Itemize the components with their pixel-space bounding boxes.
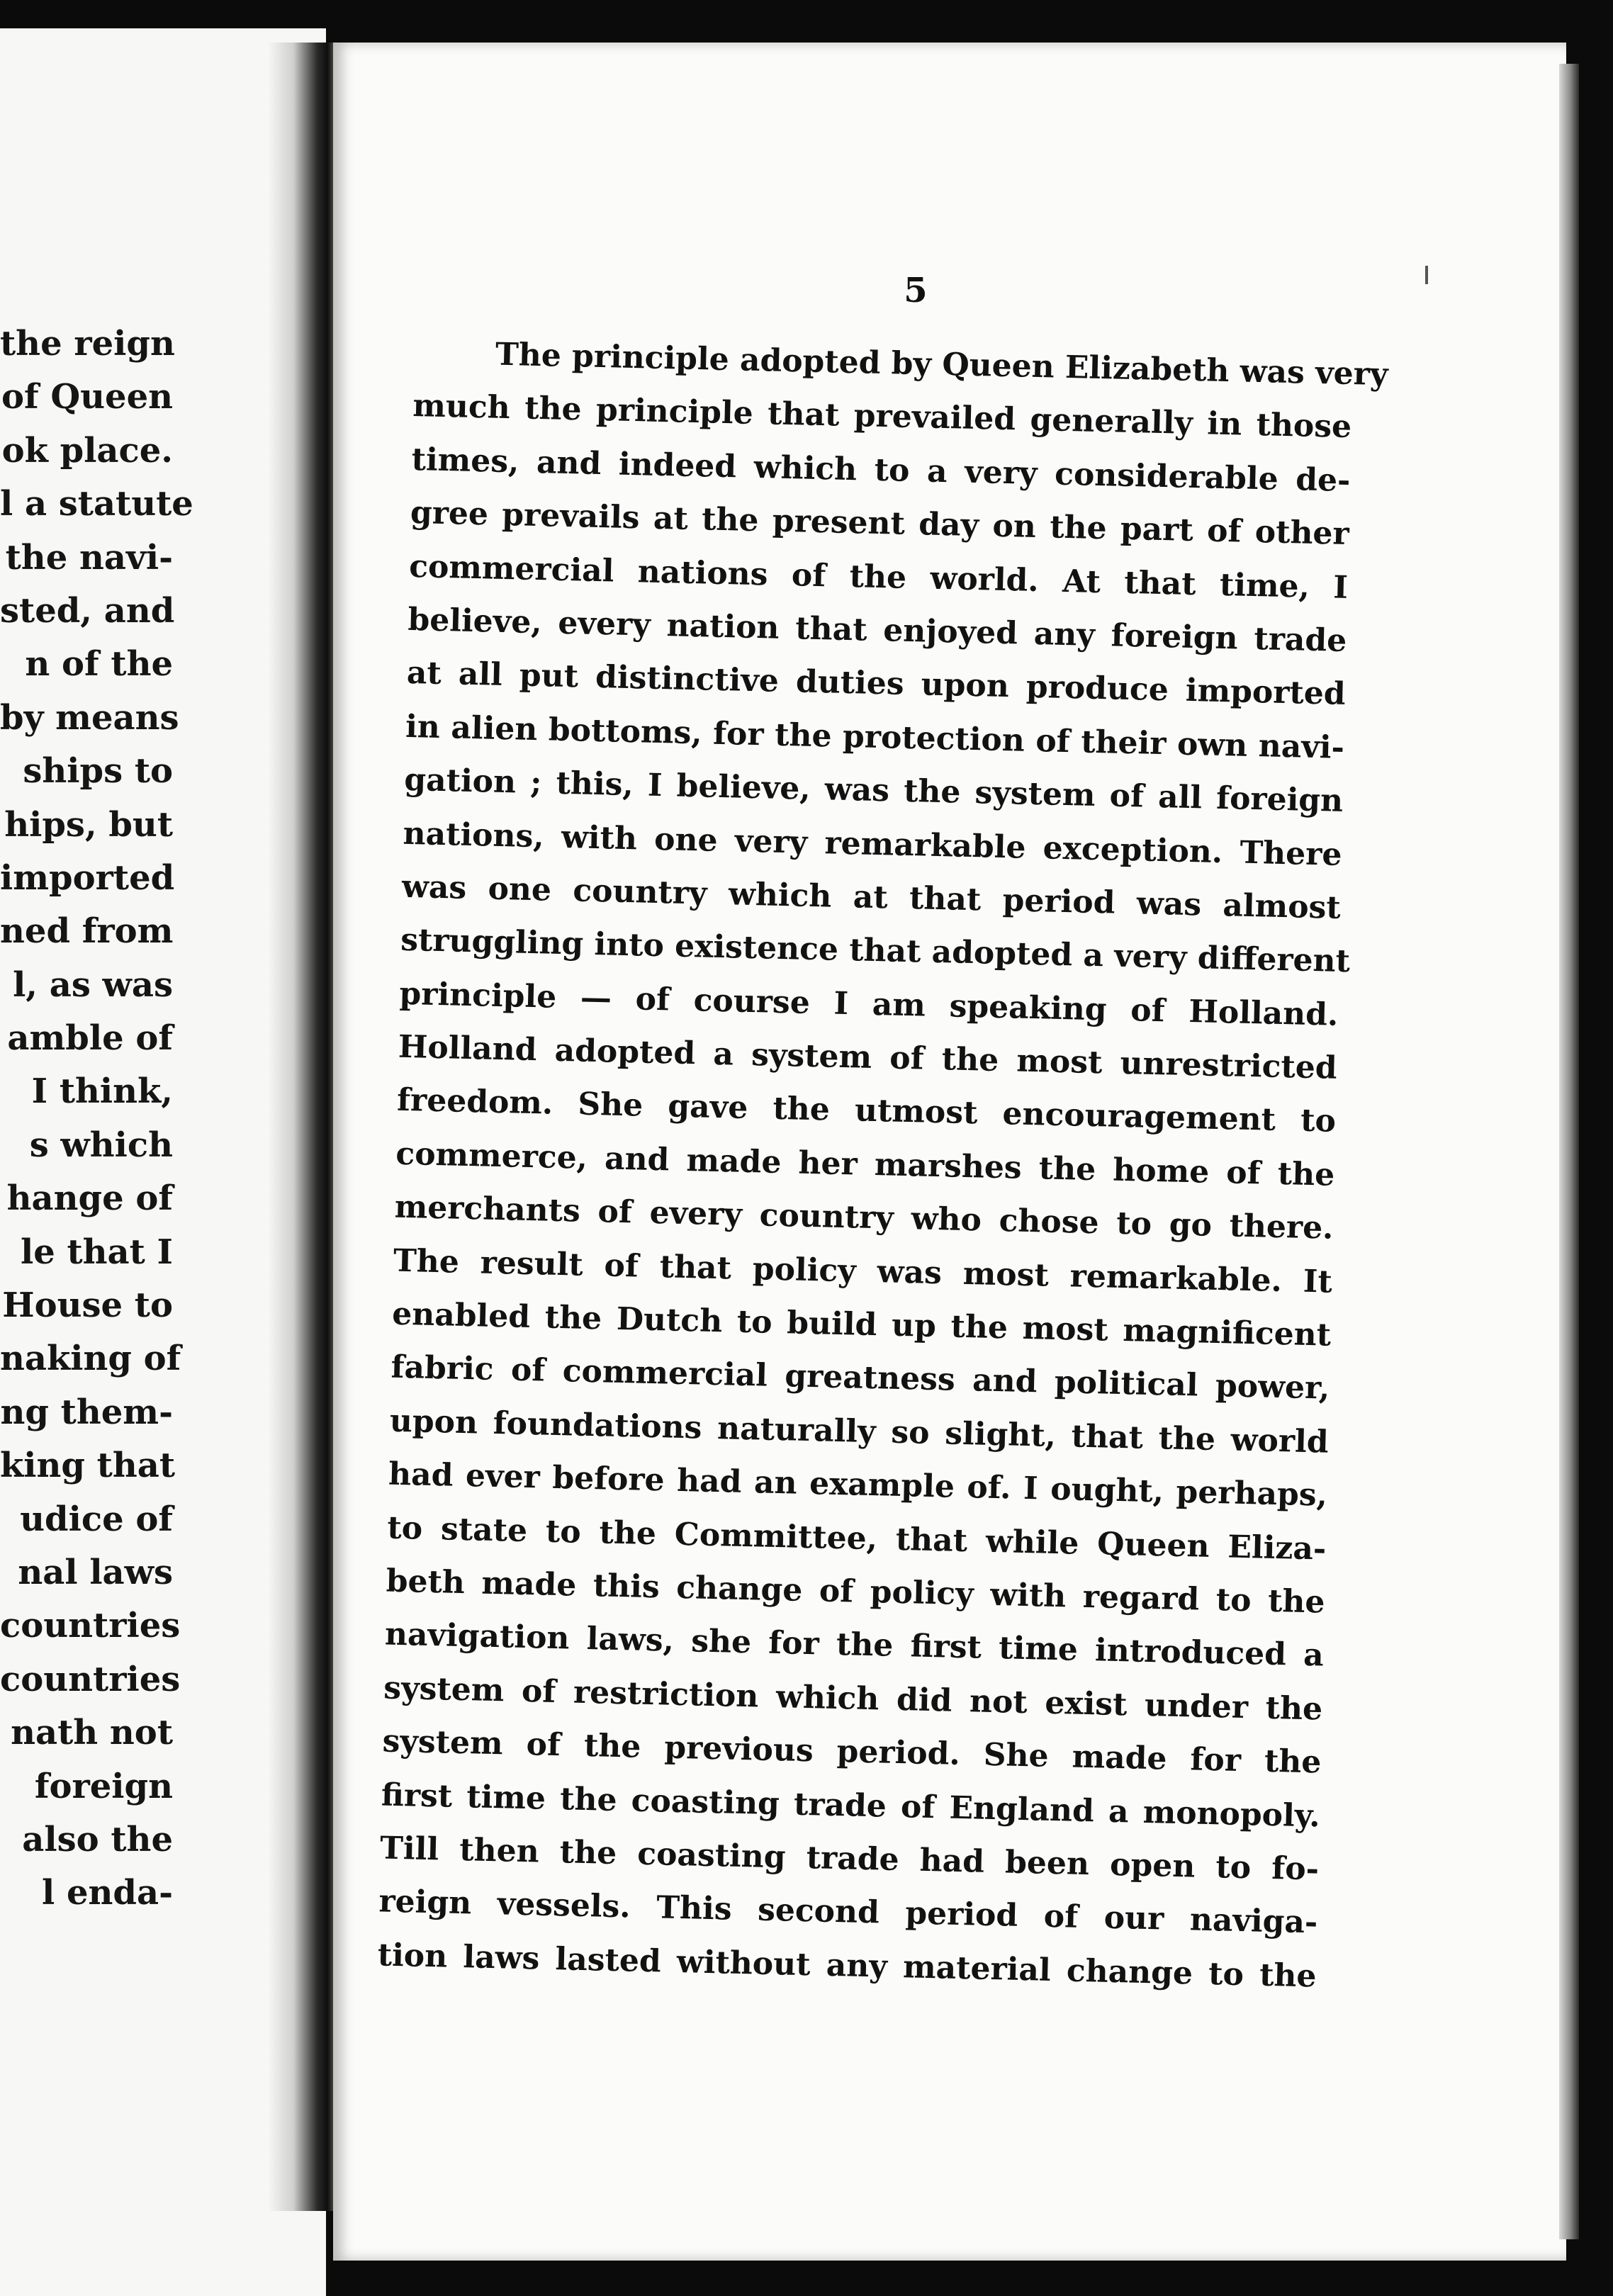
- text-line: gree prevails at the present day on the part of other: [410, 495, 1350, 553]
- left-text-line: hips, but: [4, 804, 173, 845]
- text-line: principle — of course I am speaking of Holland.: [399, 975, 1339, 1033]
- text-line: to state to the Committee, that while Queen Eliza-: [386, 1509, 1327, 1568]
- left-text-line: ng them-: [0, 1392, 173, 1432]
- text-line: believe, every nation that enjoyed any foreign trade: [408, 601, 1347, 659]
- left-text-line: nath not: [11, 1713, 173, 1753]
- text-line: fabric of commercial greatness and political power,: [390, 1349, 1330, 1407]
- left-text-line: hange of: [6, 1178, 173, 1219]
- left-text-line: the reign: [0, 324, 175, 364]
- text-line: much the principle that prevailed generally in those: [412, 388, 1352, 446]
- text-line: was one country which at that period was almost: [401, 868, 1342, 926]
- text-line: freedom. She gave the utmost encouragement to: [396, 1082, 1337, 1140]
- left-text-line: foreign: [34, 1766, 173, 1806]
- left-text-line: ships to: [23, 751, 173, 792]
- text-line: at all put distinctive duties upon produce imported: [406, 655, 1347, 713]
- margin-mark: [1425, 266, 1428, 284]
- text-line: navigation laws, she for the first time introduced a: [384, 1616, 1325, 1674]
- text-line: commercial nations of the world. At that time, I: [408, 548, 1349, 606]
- left-text-line: l a statute: [0, 484, 193, 524]
- left-text-line: sted, and: [0, 590, 175, 631]
- left-text-line: nal laws: [18, 1552, 173, 1592]
- left-text-line: s which: [29, 1125, 173, 1165]
- left-text-line: king that: [0, 1446, 176, 1486]
- left-text-line: amble of: [7, 1018, 173, 1059]
- text-line: The principle adopted by Queen Elizabeth was very: [495, 336, 1389, 393]
- left-text-line: I think,: [31, 1071, 173, 1112]
- left-text-line: also the: [22, 1819, 173, 1859]
- left-text-line: l enda-: [42, 1873, 173, 1913]
- left-text-line: House to: [2, 1285, 173, 1326]
- text-line: first time the coasting trade of England a monopoly.: [381, 1777, 1321, 1835]
- text-line: tion laws lasted without any material change to the: [377, 1937, 1317, 1995]
- text-line: The result of that policy was most remarkable. It: [393, 1242, 1333, 1300]
- left-text-line: the navi-: [5, 537, 173, 578]
- body-text: [377, 326, 1389, 2003]
- text-line: struggling into existence that adopted a very different: [400, 922, 1351, 980]
- text-line: Till then the coasting trade had been open to fo-: [379, 1830, 1320, 1888]
- text-line: gation ; this, I believe, was the system of all foreign: [403, 761, 1344, 820]
- text-line: upon foundations naturally so slight, that the world: [389, 1402, 1330, 1461]
- left-text-line: by means: [0, 697, 179, 738]
- left-text-line: countries: [0, 1606, 181, 1646]
- left-text-line: imported: [0, 857, 175, 898]
- text-line: nations, with one very remarkable exception. There: [403, 815, 1342, 873]
- page-number: 5: [904, 271, 928, 310]
- left-text-line: countries: [0, 1659, 181, 1699]
- left-text-line: ok place.: [1, 430, 173, 471]
- text-line: commerce, and made her marshes the home of the: [395, 1135, 1335, 1193]
- text-line: had ever before had an example of. I ought, perhaps,: [388, 1456, 1328, 1514]
- page-edge: [1559, 64, 1579, 2239]
- text-line: beth made this change of policy with regard to the: [386, 1563, 1326, 1621]
- left-text-line: ned from: [0, 911, 174, 952]
- left-page-text: [0, 317, 193, 1920]
- left-text-line: n of the: [25, 644, 173, 685]
- text-line: system of restriction which did not exist under the: [383, 1670, 1323, 1728]
- text-line: system of the previous period. She made for the: [382, 1723, 1322, 1781]
- text-line: merchants of every country who chose to go there.: [394, 1188, 1334, 1247]
- text-line: times, and indeed which to a very considerable de-: [411, 441, 1351, 499]
- left-text-line: naking of: [0, 1339, 181, 1379]
- left-text-line: of Queen: [1, 377, 173, 417]
- left-text-line: udice of: [20, 1499, 173, 1539]
- left-text-line: l, as was: [13, 964, 173, 1005]
- left-text-line: le that I: [21, 1232, 173, 1272]
- text-line: reign vessels. This second period of our naviga-: [378, 1883, 1318, 1941]
- text-line: in alien bottoms, for the protection of their own navi-: [405, 708, 1345, 766]
- text-line: enabled the Dutch to build up the most magnificent: [391, 1295, 1332, 1354]
- text-line: Holland adopted a system of the most unrestricted: [398, 1028, 1338, 1086]
